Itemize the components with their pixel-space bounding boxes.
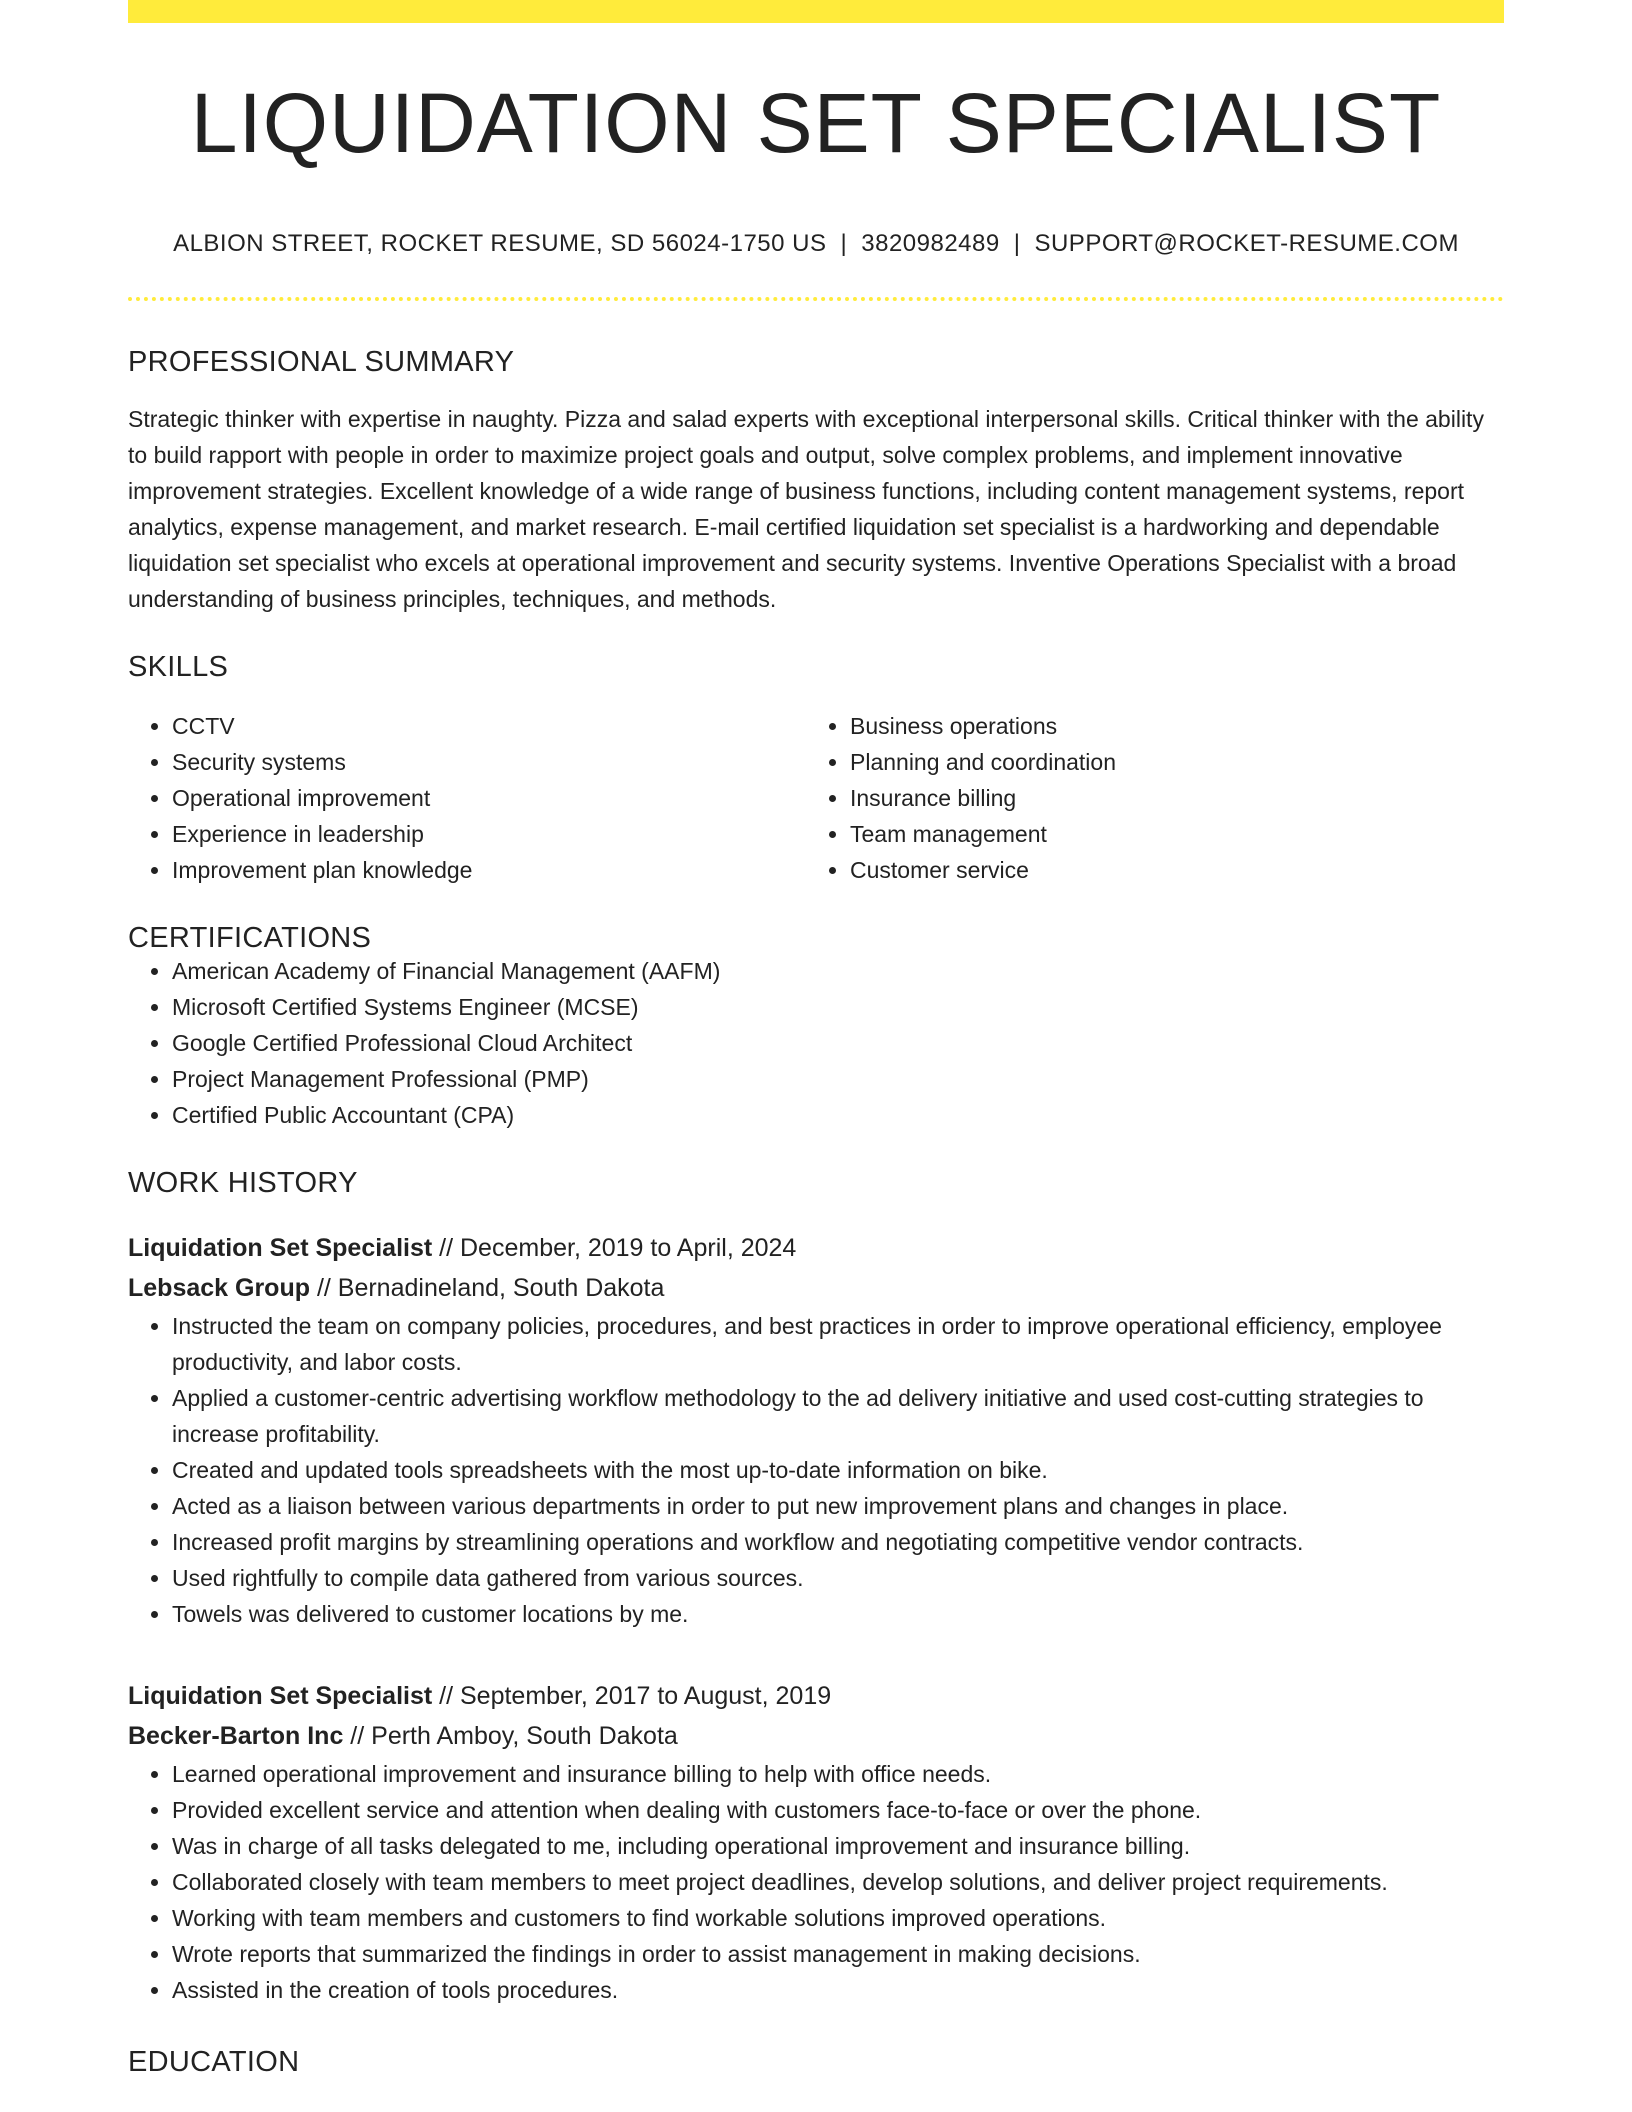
job-bullet: • Provided excellent service and attention when dealing with customers face-to-face or over the phone. [172,1792,1504,1828]
work-history-heading: WORK HISTORY [128,1167,358,1199]
certifications-list [128,953,1504,1133]
job-company: Becker-Barton Inc [128,1722,344,1750]
job-bullet: • Learned operational improvement and insurance billing to help with office needs. [172,1756,1504,1792]
job-entry [128,1676,1504,2008]
job-bullet: • Wrote reports that summarized the findings in order to assist management in making decisions. [172,1936,1504,1972]
accent-top-bar [128,0,1504,23]
skills-list-right [806,708,1484,888]
job-bullet: • Acted as a liaison between various departments in order to put new improvement plans and changes in place. [172,1488,1504,1524]
job-bullet: • Increased profit margins by streamlining operations and workflow and negotiating competitive vendor contracts. [172,1524,1504,1560]
skills-column-right [806,708,1484,888]
skill-item: • Team management [850,816,1484,852]
dotted-divider [128,297,1504,301]
certification-item: • Project Management Professional (PMP) [172,1061,1504,1097]
job-title: Liquidation Set Specialist [128,1234,433,1262]
certification-item: • Certified Public Accountant (CPA) [172,1097,1504,1133]
skill-item: • Experience in leadership [172,816,806,852]
job-bullets [128,1756,1504,2008]
job-company: Lebsack Group [128,1274,310,1302]
skill-item: • Security systems [172,744,806,780]
job-bullets [128,1308,1504,1632]
education-heading: EDUCATION [128,2046,300,2078]
skills-list-left [128,708,806,888]
job-bullet: • Towels was delivered to customer locations by me. [172,1596,1504,1632]
job-bullet: • Assisted in the creation of tools procedures. [172,1972,1504,2008]
certification-item: • Microsoft Certified Systems Engineer (MCSE) [172,989,1504,1025]
skill-item: • Business operations [850,708,1484,744]
summary-heading: PROFESSIONAL SUMMARY [128,346,515,378]
job-dates: // December, 2019 to April, 2024 [432,1234,797,1262]
skill-item: • Improvement plan knowledge [172,852,806,888]
summary-text: Strategic thinker with expertise in naughty. Pizza and salad experts with exceptional interpersonal skills. Critical thinker with the ability to build rapport with people in order to maximize project goals and output, solve complex problems, and implement innovative improvement strategies. Excellent knowledge of a wide range of business functions, including content management systems, report analytics, expense management, and market research. E-mail certified liquidation set specialist is a hardworking and dependable liquidation set specialist who excels at operational improvement and security systems. Inventive Operations Specialist with a broad understanding of business principles, techniques, and methods. [128,406,1484,612]
skill-item: • Customer service [850,852,1484,888]
contact-separator: | [1013,230,1021,257]
skills-column-left [128,708,806,888]
certification-item: • Google Certified Professional Cloud Architect [172,1025,1504,1061]
skill-item: • Planning and coordination [850,744,1484,780]
candidate-name: LIQUIDATION SET SPECIALIST [190,76,1442,170]
job-title-line [128,1676,1504,1716]
certification-item: • American Academy of Financial Management (AAFM) [172,953,1504,989]
skills-grid [128,708,1504,888]
skills-heading: SKILLS [128,651,229,683]
job-bullet: • Created and updated tools spreadsheets with the most up-to-date information on bike. [172,1452,1504,1488]
resume-page [128,0,1504,2077]
skill-item: • Operational improvement [172,780,806,816]
job-company-line [128,1268,1504,1308]
job-bullet: • Used rightfully to compile data gathered from various sources. [172,1560,1504,1596]
job-bullet: • Was in charge of all tasks delegated to me, including operational improvement and insurance billing. [172,1828,1504,1864]
job-bullet: • Instructed the team on company policies, procedures, and best practices in order to improve operational efficiency, employee productivity, and labor costs. [172,1308,1504,1380]
job-title: Liquidation Set Specialist [128,1682,433,1710]
contact-separator: | [840,230,848,257]
job-location: // Bernadineland, South Dakota [310,1274,665,1302]
contact-email: SUPPORT@ROCKET-RESUME.COM [1034,230,1459,257]
contact-line [128,232,1504,256]
certifications-heading: CERTIFICATIONS [128,922,372,954]
job-bullet: • Working with team members and customers to find workable solutions improved operations. [172,1900,1504,1936]
job-bullet: • Collaborated closely with team members to meet project deadlines, develop solutions, and deliver project requirements. [172,1864,1504,1900]
job-location: // Perth Amboy, South Dakota [343,1722,678,1750]
skill-item: • CCTV [172,708,806,744]
contact-address: ALBION STREET, ROCKET RESUME, SD 56024-1750 US [173,230,827,257]
job-dates: // September, 2017 to August, 2019 [432,1682,832,1710]
job-bullet: • Applied a customer-centric advertising workflow methodology to the ad delivery initiative and used cost-cutting strategies to increase profitability. [172,1380,1504,1452]
job-company-line [128,1716,1504,1756]
job-title-line [128,1228,1504,1268]
skill-item: • Insurance billing [850,780,1484,816]
job-entry [128,1228,1504,1632]
contact-phone: 3820982489 [861,230,1000,257]
